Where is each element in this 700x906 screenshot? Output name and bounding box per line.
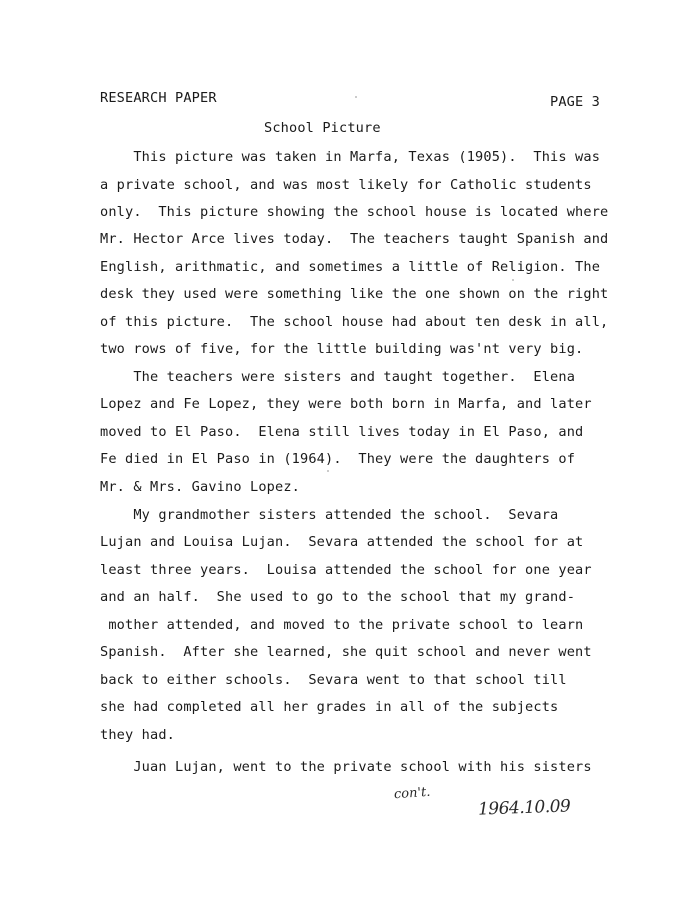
text-line: moved to El Paso. Elena still lives today in El Paso, and	[100, 424, 584, 440]
text-line: two rows of five, for the little building was'nt very big.	[100, 341, 584, 357]
text-line: Lopez and Fe Lopez, they were both born in Marfa, and later	[100, 396, 592, 412]
text-line: English, arithmatic, and sometimes a little of Religion. The	[100, 259, 601, 275]
page-title: School Picture	[264, 120, 381, 136]
text-line: back to either schools. Sevara went to that school till	[100, 672, 567, 688]
handwritten-identifier: 1964.10.09	[477, 796, 571, 820]
header-page-number: PAGE 3	[550, 94, 601, 110]
scan-speck	[355, 96, 357, 98]
text-line: Juan Lujan, went to the private school with his sisters	[100, 759, 592, 775]
header-research-paper: RESEARCH PAPER	[100, 90, 217, 106]
text-line: they had.	[100, 727, 176, 743]
text-line: Spanish. After she learned, she quit school and never went	[100, 644, 592, 660]
text-line: of this picture. The school house had about ten desk in all,	[100, 314, 609, 330]
text-line: Mr. & Mrs. Gavino Lopez.	[100, 479, 301, 495]
text-line: This picture was taken in Marfa, Texas (1905). This was	[100, 149, 601, 165]
scan-speck	[512, 279, 514, 281]
text-line: mother attended, and moved to the private school to learn	[100, 617, 584, 633]
text-line: least three years. Louisa attended the school for one year	[100, 562, 592, 578]
handwritten-continued-note: con't.	[393, 784, 431, 803]
scan-speck	[327, 470, 329, 472]
text-line: Fe died in El Paso in (1964). They were the daughters of	[100, 451, 576, 467]
text-line: only. This picture showing the school house is located where	[100, 204, 609, 220]
text-line: The teachers were sisters and taught together. Elena	[100, 369, 576, 385]
text-line: Lujan and Louisa Lujan. Sevara attended the school for at	[100, 534, 584, 550]
text-line: a private school, and was most likely for Catholic students	[100, 177, 592, 193]
text-line: she had completed all her grades in all of the subjects	[100, 699, 559, 715]
text-line: Mr. Hector Arce lives today. The teachers taught Spanish and	[100, 231, 609, 247]
text-line: desk they used were something like the one shown on the right	[100, 286, 609, 302]
text-line: My grandmother sisters attended the school. Sevara	[100, 507, 559, 523]
text-line: and an half. She used to go to the school that my grand-	[100, 589, 576, 605]
